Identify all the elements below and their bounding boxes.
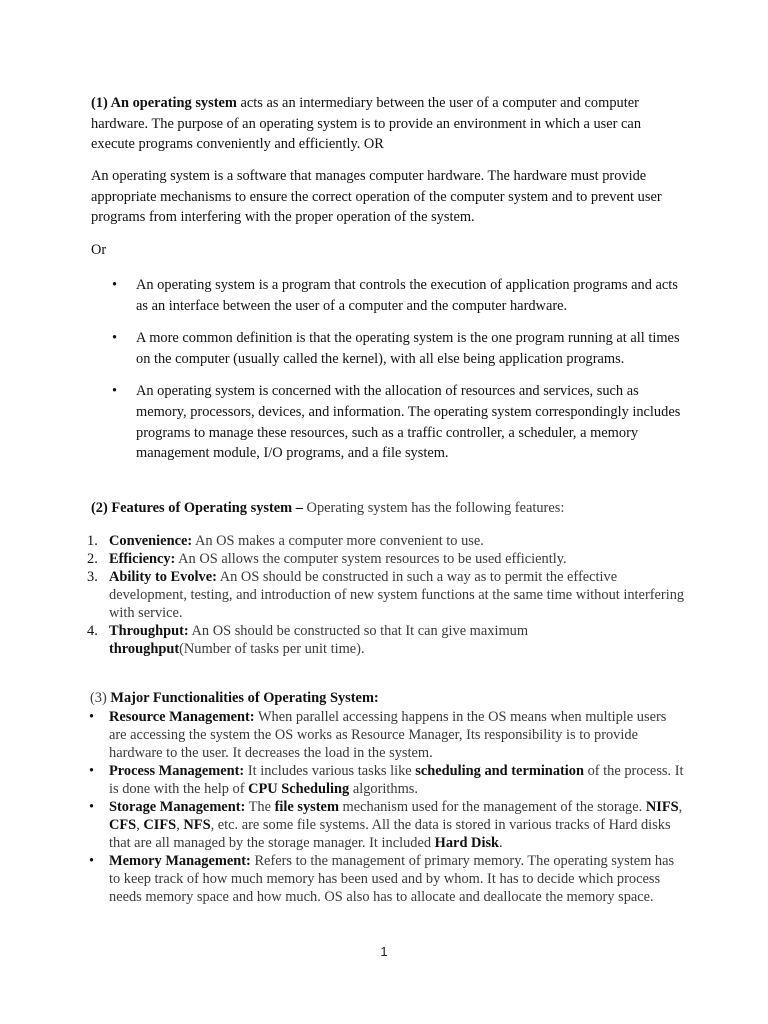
- intro-p1-text: acts as an intermediary between the user of a computer and computer hardware. The purpose of an operating system is to provide an environment in which a user can execute programs conveniently and efficiently. OR: [91, 95, 642, 153]
- bullet-icon: •: [112, 277, 118, 293]
- functionalities-heading: Major Functionalities of Operating System:: [110, 690, 379, 706]
- bullet-icon: •: [89, 853, 95, 869]
- list-item: • A more common definition is that the operating system is the one program running at all times on the computer (usually called the kernel), with all else being application programs.: [112, 330, 680, 367]
- definition-bullet-list: [112, 275, 684, 464]
- list-item: • An operating system is a program that controls the execution of application programs and acts as an interface between the user of a computer and the computer hardware.: [112, 277, 678, 314]
- bullet-icon: •: [89, 709, 95, 725]
- features-heading-rest: Operating system has the following features:: [302, 500, 565, 516]
- bullet-icon: •: [89, 763, 95, 779]
- list-item: • Storage Management: The file system mechanism used for the management of the storage. NIFS, CFS, CIFS, NFS, etc. are some file systems. All the data is stored in various tracks of Hard disks that are all managed by the storage manager. It included Hard Disk.: [89, 799, 683, 851]
- bullet-icon: •: [112, 330, 118, 347]
- list-item: 4. Throughput: An OS should be constructed so that It can give maximum throughput(Number of tasks per unit time).: [87, 623, 529, 657]
- list-item: • An operating system is concerned with the allocation of resources and services, such as memory, processors, devices, and information. The operating system correspondingly includes programs to manage these resources, such as a traffic controller, a scheduler, a memory management module, I/O programs, and a file system.: [112, 383, 681, 462]
- functionalities-list: [87, 708, 687, 906]
- list-item: • Resource Management: When parallel accessing happens in the OS means when multiple users are accessing the system the OS works as Resource Manager, Its responsibility is to provide hardware to the user. It decreases the load in the system.: [89, 709, 667, 761]
- intro-paragraph-1: [91, 93, 681, 155]
- features-list: [87, 532, 687, 658]
- list-item: 1. Convenience: An OS makes a computer more convenient to use.: [87, 533, 484, 549]
- functionalities-heading-line: (3) Major Functionalities of Operating System:: [90, 690, 379, 706]
- intro-paragraph-2: An operating system is a software that manages computer hardware. The hardware must provide appropriate mechanisms to ensure the correct operation of the computer system and to prevent user programs from interfering with the proper operation of the system.: [91, 168, 662, 226]
- list-item: 3. Ability to Evolve: An OS should be constructed in such a way as to permit the effective development, testing, and introduction of new system functions at the same time without interfering with service.: [87, 569, 685, 621]
- features-heading-line: [91, 498, 681, 519]
- bullet-icon: •: [89, 799, 95, 815]
- intro-heading: (1) An operating system: [91, 95, 237, 111]
- page-number: 1: [380, 944, 388, 959]
- intro-or: Or: [91, 242, 107, 258]
- list-item: 2. Efficiency: An OS allows the computer system resources to be used efficiently.: [87, 551, 567, 567]
- list-item: • Memory Management: Refers to the management of primary memory. The operating system has to keep track of how much memory has been used and by whom. It has to decide which process needs memory space and how much. OS also has to allocate and deallocate the memory space.: [89, 853, 675, 905]
- bullet-icon: •: [112, 383, 118, 400]
- list-item: • Process Management: It includes various tasks like scheduling and termination of the process. It is done with the help of CPU Scheduling algorithms.: [89, 763, 684, 797]
- features-heading: (2) Features of Operating system –: [91, 500, 303, 516]
